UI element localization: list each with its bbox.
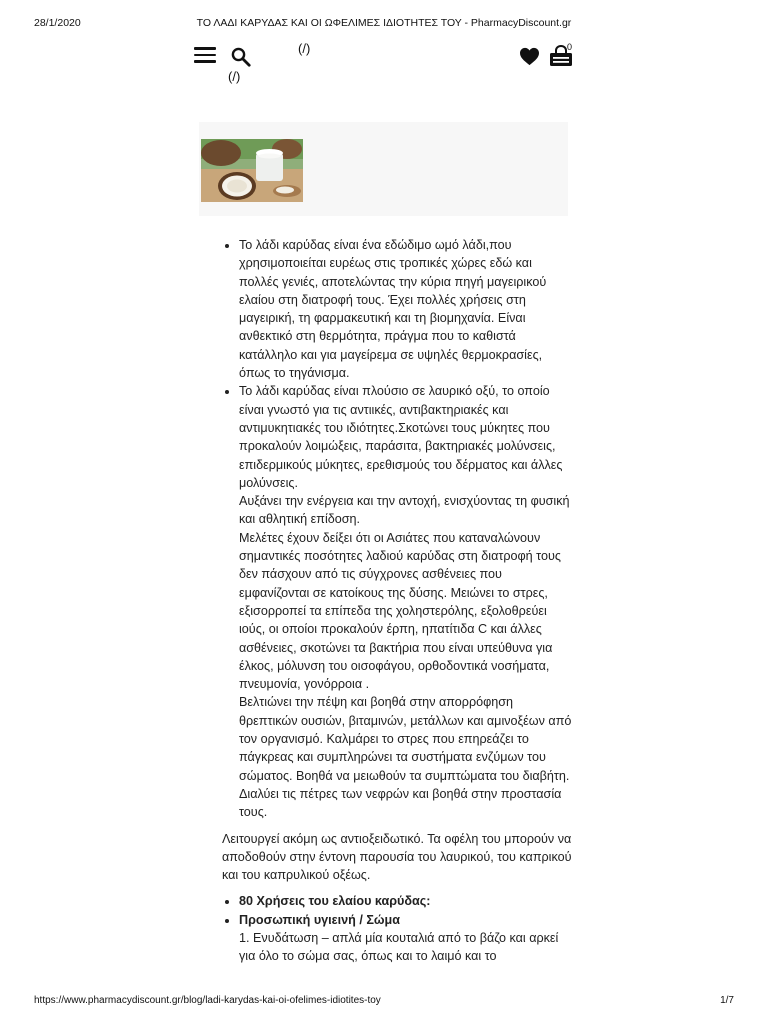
- list-item: • Το λάδι καρύδας είναι ένα εδώδιμο ωμό λάδι,που χρησιμοποιείται ευρέως στις τροπικές χώρες εδώ και πολλές γενιές, αποτελώντας την κύρια πηγή μαγειρικού ελαίου στη διατροφή τους. Έχει πολλές χρήσεις στη μαγειρική, τη φαρμακευτική και τη βιομηχανία. Είναι ανθεκτικό στη θερμότητα, πράγμα που το καθιστά κατάλληλο και για μαγείρεμα σε υψηλές θερμοκρασίες, όπως το τηγάνισμα.: [239, 236, 572, 382]
- heart-icon[interactable]: [519, 47, 540, 66]
- logo-home-link[interactable]: (/): [298, 41, 311, 56]
- search-icon[interactable]: [231, 47, 251, 67]
- uses-heading: 80 Χρήσεις του ελαίου καρύδας:: [239, 894, 431, 909]
- page-number: 1/7: [720, 995, 734, 1006]
- print-date: 28/1/2020: [34, 17, 81, 29]
- cart-count-badge: 0: [567, 42, 573, 52]
- list-item: • Το λάδι καρύδας είναι πλούσιο σε λαυρικό οξύ, το οποίο είναι γνωστό για τις αντιικές, αντιβακτηριακές και αντιμυκητιακές του ιδιότητες.Σκοτώνει τους μύκητες που προκαλούν λοιμώξεις, παράσιτα, βακτηριακές μολύνσεις, επιδερμικούς μύκητες, ερεθισμούς του δέρματος και άλλες μολύνσεις. Αυξάνει την ενέργεια και την αντοχή, ενισχύοντας τη φυσική και αθλητική επίδοση. Μελέτες έχουν δείξει ότι οι Ασιάτες που καταναλώνουν σημαντικές ποσότητες λαδιού καρύδας στη διατροφή τους δεν πάσχουν από τις σύγχρονες ασθένειες που εμφανίζονται σε κατοίκους της δύσης. Μειώνει το στρες, εξισορροπεί τα επίπεδα της χοληστερόλης, εξολοθρεύει ιούς, οι οποίοι προκαλούν έρπη, ηπατίτιδα C και άλλες ασθένειες, σκοτώνει τα βακτήρια που είναι υπεύθυνα για έλκος, μόλυνση του οισοφάγου, ορθοδοντικά νοσήματα, πνευμονία, γονόρροια . Βελτιώνει την πέψη και βοηθά στην απορρόφηση θρεπτικών ουσιών, βιταμινών, μετάλλων και αμινοξέων από τον οργανισμό. Καλμάρει το στρες που επηρεάζει το πάγκρεας και συμπληρώνει τα συστήματα ενζύμων του σώματος. Βοηθά να μειωθούν τα συμπτώματα του διαβήτη. Διαλύει τις πέτρες των νεφρών και βοηθά στην προστασία τους.: [239, 382, 572, 821]
- menu-icon[interactable]: [194, 47, 216, 63]
- list-item: [239, 911, 572, 966]
- article-body: [222, 236, 572, 966]
- home-link[interactable]: (/): [228, 69, 241, 84]
- hygiene-heading: Προσωπική υγιεινή / Σώμα: [239, 912, 400, 927]
- benefits-list: [222, 236, 572, 822]
- antioxidant-paragraph: Λειτουργεί ακόμη ως αντιοξειδωτικό. Τα οφέλη του μπορούν να αποδοθούν στην έντονη παρουσία του λαυρικού, του καπρικού και του καπρυλικού οξέως.: [222, 831, 572, 883]
- print-page-title: ΤΟ ΛΑΔΙ ΚΑΡΥΔΑΣ ΚΑΙ ΟΙ ΩΦΕΛΙΜΕΣ ΙΔΙΟΤΗΤΕΣ ΤΟΥ - PharmacyDiscount.gr: [196, 17, 572, 29]
- list-item: [239, 892, 572, 910]
- print-url: https://www.pharmacydiscount.gr/blog/ladi-karydas-kai-oi-ofelimes-idiotites-toy: [34, 995, 381, 1006]
- coconut-oil-image: [201, 139, 303, 202]
- hero-image-area: [199, 122, 568, 216]
- uses-list: [222, 892, 572, 965]
- hygiene-item: 1. Ενυδάτωση – απλά μία κουταλιά από το βάζο και αρκεί για όλο το σώμα σας, όπως και το λαιμό και το: [239, 930, 559, 964]
